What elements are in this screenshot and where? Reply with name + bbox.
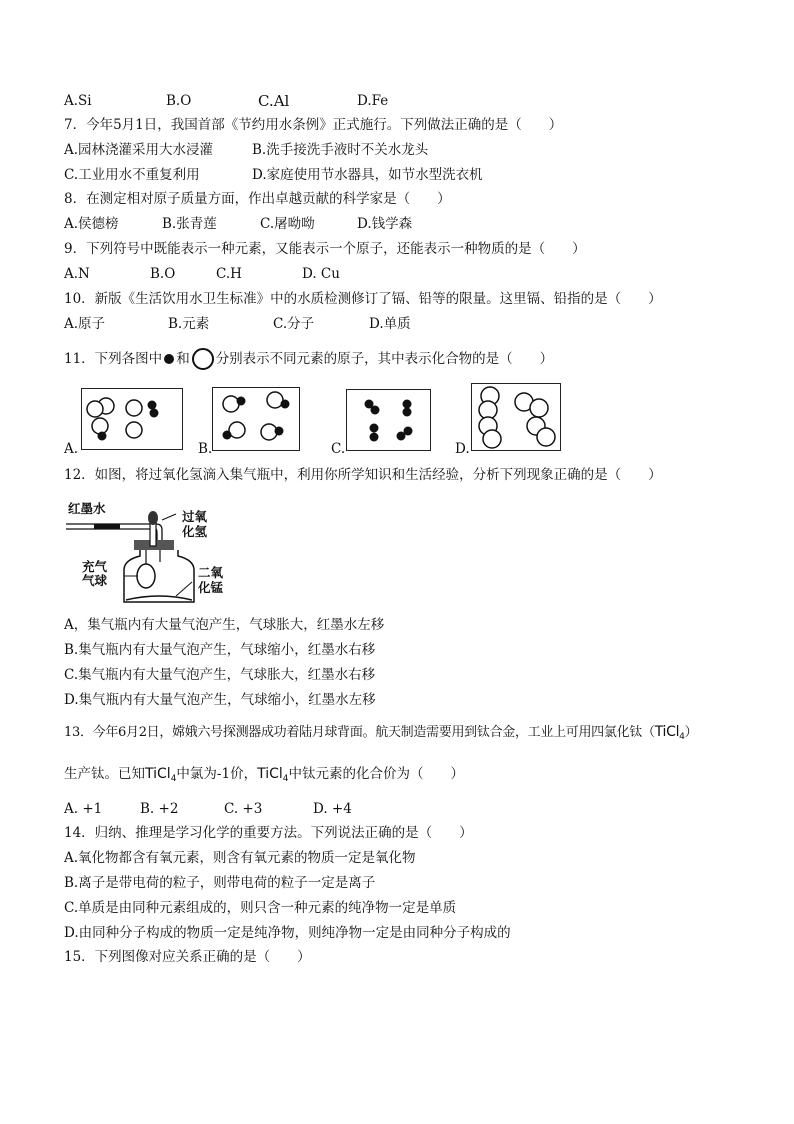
q11-box-c — [346, 389, 431, 451]
formula-subscript: 4 — [282, 774, 289, 784]
q8-option-b: B.张青莲 — [162, 216, 217, 232]
q10-option-c: C.分子 — [273, 316, 315, 332]
q6-option-b: B.O — [166, 93, 192, 109]
q11-box-d — [471, 383, 561, 451]
q14-option-d: D.由同种分子构成的物质一定是纯净物，则纯净物一定是由同种分子构成的 — [64, 925, 511, 941]
q12-apparatus-figure — [64, 496, 244, 606]
q11-label-c: C. — [331, 441, 346, 457]
q8-option-a: A.侯德榜 — [64, 216, 119, 232]
formula-subscript: 4 — [679, 732, 685, 742]
label-h2o2-2: 化氢 — [182, 524, 208, 539]
q14-option-a: A.氧化物都含有氧元素，则含有氧元素的物质一定是氧化物 — [64, 850, 416, 866]
q10-option-d: D.单质 — [369, 316, 411, 332]
tici4-formula-2 — [145, 766, 176, 782]
q11-figure-b — [213, 388, 299, 450]
q9-option-d: D. Cu — [302, 266, 340, 282]
q12-option-a: A，集气瓶内有大量气泡产生，气球胀大，红墨水左移 — [64, 617, 385, 633]
q11-figure-c — [347, 390, 430, 450]
q14-option-b: B.离子是带电荷的粒子，则带电荷的粒子一定是离子 — [64, 875, 376, 891]
q12-stem: 12．如图，将过氧化氢滴入集气瓶中，利用你所学知识和生活经验，分析下列现象正确的是（ ） — [64, 467, 662, 483]
tici4-formula — [655, 724, 685, 740]
q11-figure-d — [472, 384, 560, 450]
q10-option-b: B.元素 — [168, 316, 210, 332]
q13-line2-part-c: 中钛元素的化合价为（ ） — [288, 766, 464, 782]
q14-option-c: C.单质是由同种元素组成的，则只含一种元素的纯净物一定是单质 — [64, 900, 457, 916]
q12-option-c: C.集气瓶内有大量气泡产生，气球胀大，红墨水右移 — [64, 667, 376, 683]
q7-stem: 7．今年5月1日，我国首部《节约用水条例》正式施行。下列做法正确的是（ ） — [64, 117, 563, 133]
q10-stem: 10．新版《生活饮用水卫生标准》中的水质检测修订了镉、铅等的限量。这里镉、铅指的是（ ） — [64, 291, 662, 307]
q8-option-c: C.屠呦呦 — [260, 216, 315, 232]
q11-stem-part-a: 11．下列各图中 — [64, 351, 163, 367]
q11-label-b: B. — [198, 441, 213, 457]
q10-option-a: A.原子 — [64, 316, 106, 332]
q15-stem: 15．下列图像对应关系正确的是（ ） — [64, 949, 311, 965]
q13-stem-line2 — [64, 765, 464, 788]
q6-option-c: C.Al — [258, 92, 290, 110]
q9-option-c: C.H — [216, 266, 242, 282]
q11-box-b — [212, 387, 300, 451]
formula-text: TiCl — [145, 766, 171, 782]
q12-option-b: B.集气瓶内有大量气泡产生，气球缩小，红墨水右移 — [64, 642, 376, 658]
q13-line2-part-a: 生产钛。已知 — [64, 766, 145, 782]
q14-stem: 14．归纳、推理是学习化学的重要方法。下列说法正确的是（ ） — [64, 825, 473, 841]
q6-option-a: A.Si — [64, 93, 92, 109]
black-atom-icon — [164, 354, 174, 364]
q13-line2-part-b: 中氯为-1价， — [176, 766, 258, 782]
label-h2o2-1: 过氧 — [182, 509, 208, 524]
label-balloon-1: 充气 — [82, 559, 108, 574]
q7-option-d: D.家庭使用节水器具，如节水型洗衣机 — [252, 167, 483, 183]
q6-option-d: D.Fe — [357, 93, 389, 109]
label-mno2-1: 二氧 — [198, 565, 224, 580]
q9-option-b: B.O — [150, 266, 176, 282]
q8-stem: 8．在测定相对原子质量方面，作出卓越贡献的科学家是（ ） — [64, 191, 451, 207]
q7-option-b: B.洗手接洗手液时不关水龙头 — [252, 142, 429, 158]
q7-option-a: A.园林浇灌采用大水浸灌 — [64, 142, 214, 158]
formula-text: TiCl — [257, 766, 283, 782]
q9-stem: 9．下列符号中既能表示一种元素，又能表示一个原子，还能表示一种物质的是（ ） — [64, 241, 586, 257]
q11-label-a: A. — [64, 441, 79, 457]
label-mno2-2: 化锰 — [198, 580, 224, 595]
tici4-formula-3 — [257, 766, 288, 782]
q12-option-d: D.集气瓶内有大量气泡产生，气球缩小，红墨水左移 — [64, 692, 376, 708]
q13-option-c: C. +3 — [224, 801, 263, 817]
q11-figure-a — [82, 389, 182, 449]
formula-subscript: 4 — [170, 774, 177, 784]
q13-option-d: D. +4 — [313, 801, 352, 817]
q9-option-a: A.N — [64, 266, 90, 282]
formula-text: TiCl — [654, 724, 680, 740]
label-balloon-2: 气球 — [82, 573, 108, 588]
white-atom-icon — [192, 348, 214, 370]
q8-option-d: D.钱学森 — [357, 216, 413, 232]
q11-stem-part-b: 和 — [176, 351, 190, 367]
label-red-ink: 红墨水 — [68, 501, 106, 516]
q11-label-d: D. — [455, 441, 470, 457]
q13-option-a: A. +1 — [64, 801, 103, 817]
q13-stem-part-b: ） — [684, 725, 698, 740]
q13-stem-part-a: 13．今年6月2日，嫦娥六号探测器成功着陆月球背面。航天制造需要用到钛合金，工业上可用四氯化钛（ — [64, 725, 655, 740]
q13-stem-line1 — [64, 723, 697, 746]
q11-stem-part-c: 分别表示不同元素的原子，其中表示化合物的是（ ） — [215, 351, 554, 367]
q11-box-a — [81, 388, 183, 450]
q11-stem — [64, 348, 553, 370]
q13-option-b: B. +2 — [140, 801, 179, 817]
q7-option-c: C.工业用水不重复利用 — [64, 167, 200, 183]
